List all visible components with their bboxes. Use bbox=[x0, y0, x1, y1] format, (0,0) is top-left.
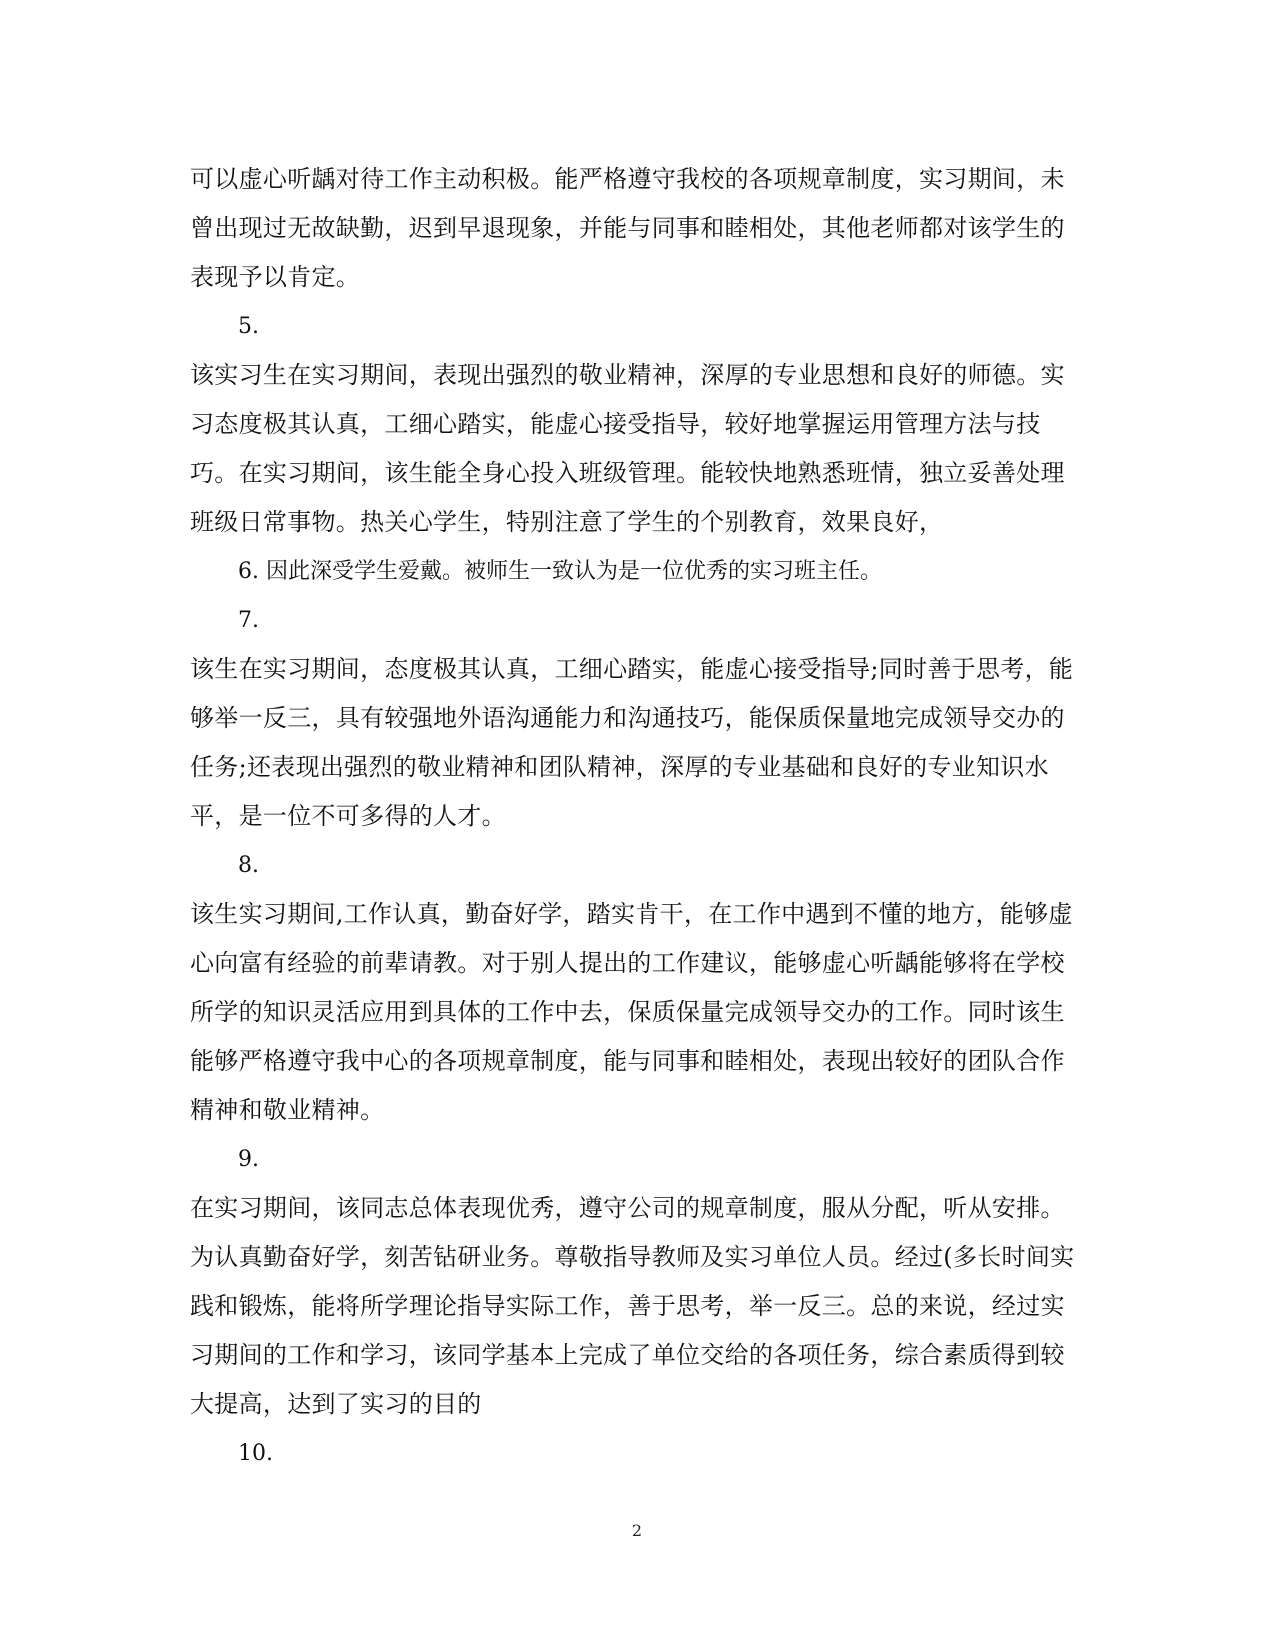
list-number: 7. bbox=[238, 608, 259, 633]
list-number: 10. bbox=[238, 1441, 273, 1466]
list-number: 9. bbox=[238, 1147, 259, 1172]
paragraph: 该实习生在实习期间，表现出强烈的敬业精神，深厚的专业思想和良好的师德。实习态度极其认真，工细心踏实，能虚心接受指导，较好地掌握运用管理方法与技巧。在实习期间，该生能全身心投入班级管理。能较快地熟悉班情，独立妥善处理班级日常事物。热关心学生，特别注意了学生的个别教育，效果良好， bbox=[190, 361, 1065, 536]
paragraph: 该生实习期间,工作认真，勤奋好学，踏实肯干，在工作中遇到不懂的地方，能够虚心向富有经验的前辈请教。对于别人提出的工作建议，能够虚心听龋能够将在学校所学的知识灵活应用到具体的工作中去，保质保量完成领导交办的工作。同时该生能够严格遵守我中心的各项规章制度，能与同事和睦相处，表现出较好的团队合作精神和敬业精神。 bbox=[190, 900, 1073, 1124]
paragraph: 该生在实习期间，态度极其认真，工细心踏实，能虚心接受指导;同时善于思考，能够举一反三，具有较强地外语沟通能力和沟通技巧，能保质保量地完成领导交办的任务;还表现出强烈的敬业精神和团队精神，深厚的专业基础和良好的专业知识水平，是一位不可多得的人才。 bbox=[190, 655, 1074, 830]
list-number: 5. bbox=[238, 314, 259, 339]
list-item: 6. 因此深受学生爱戴。被师生一致认为是一位优秀的实习班主任。 bbox=[238, 559, 882, 584]
page-number: 2 bbox=[631, 1521, 643, 1540]
list-number: 8. bbox=[238, 853, 259, 878]
paragraph: 可以虚心听龋对待工作主动积极。能严格遵守我校的各项规章制度，实习期间，未曾出现过无故缺勤，迟到早退现象，并能与同事和睦相处，其他老师都对该学生的表现予以肯定。 bbox=[190, 165, 1065, 291]
document-body bbox=[190, 155, 1080, 1478]
paragraph: 在实习期间，该同志总体表现优秀，遵守公司的规章制度，服从分配，听从安排。为认真勤奋好学，刻苦钻研业务。尊敬指导教师及实习单位人员。经过(多长时间实践和锻炼，能将所学理论指导实际工作，善于思考，举一反三。总的来说，经过实习期间的工作和学习，该同学基本上完成了单位交给的各项任务，综合素质得到较大提高，达到了实习的目的 bbox=[190, 1194, 1075, 1418]
